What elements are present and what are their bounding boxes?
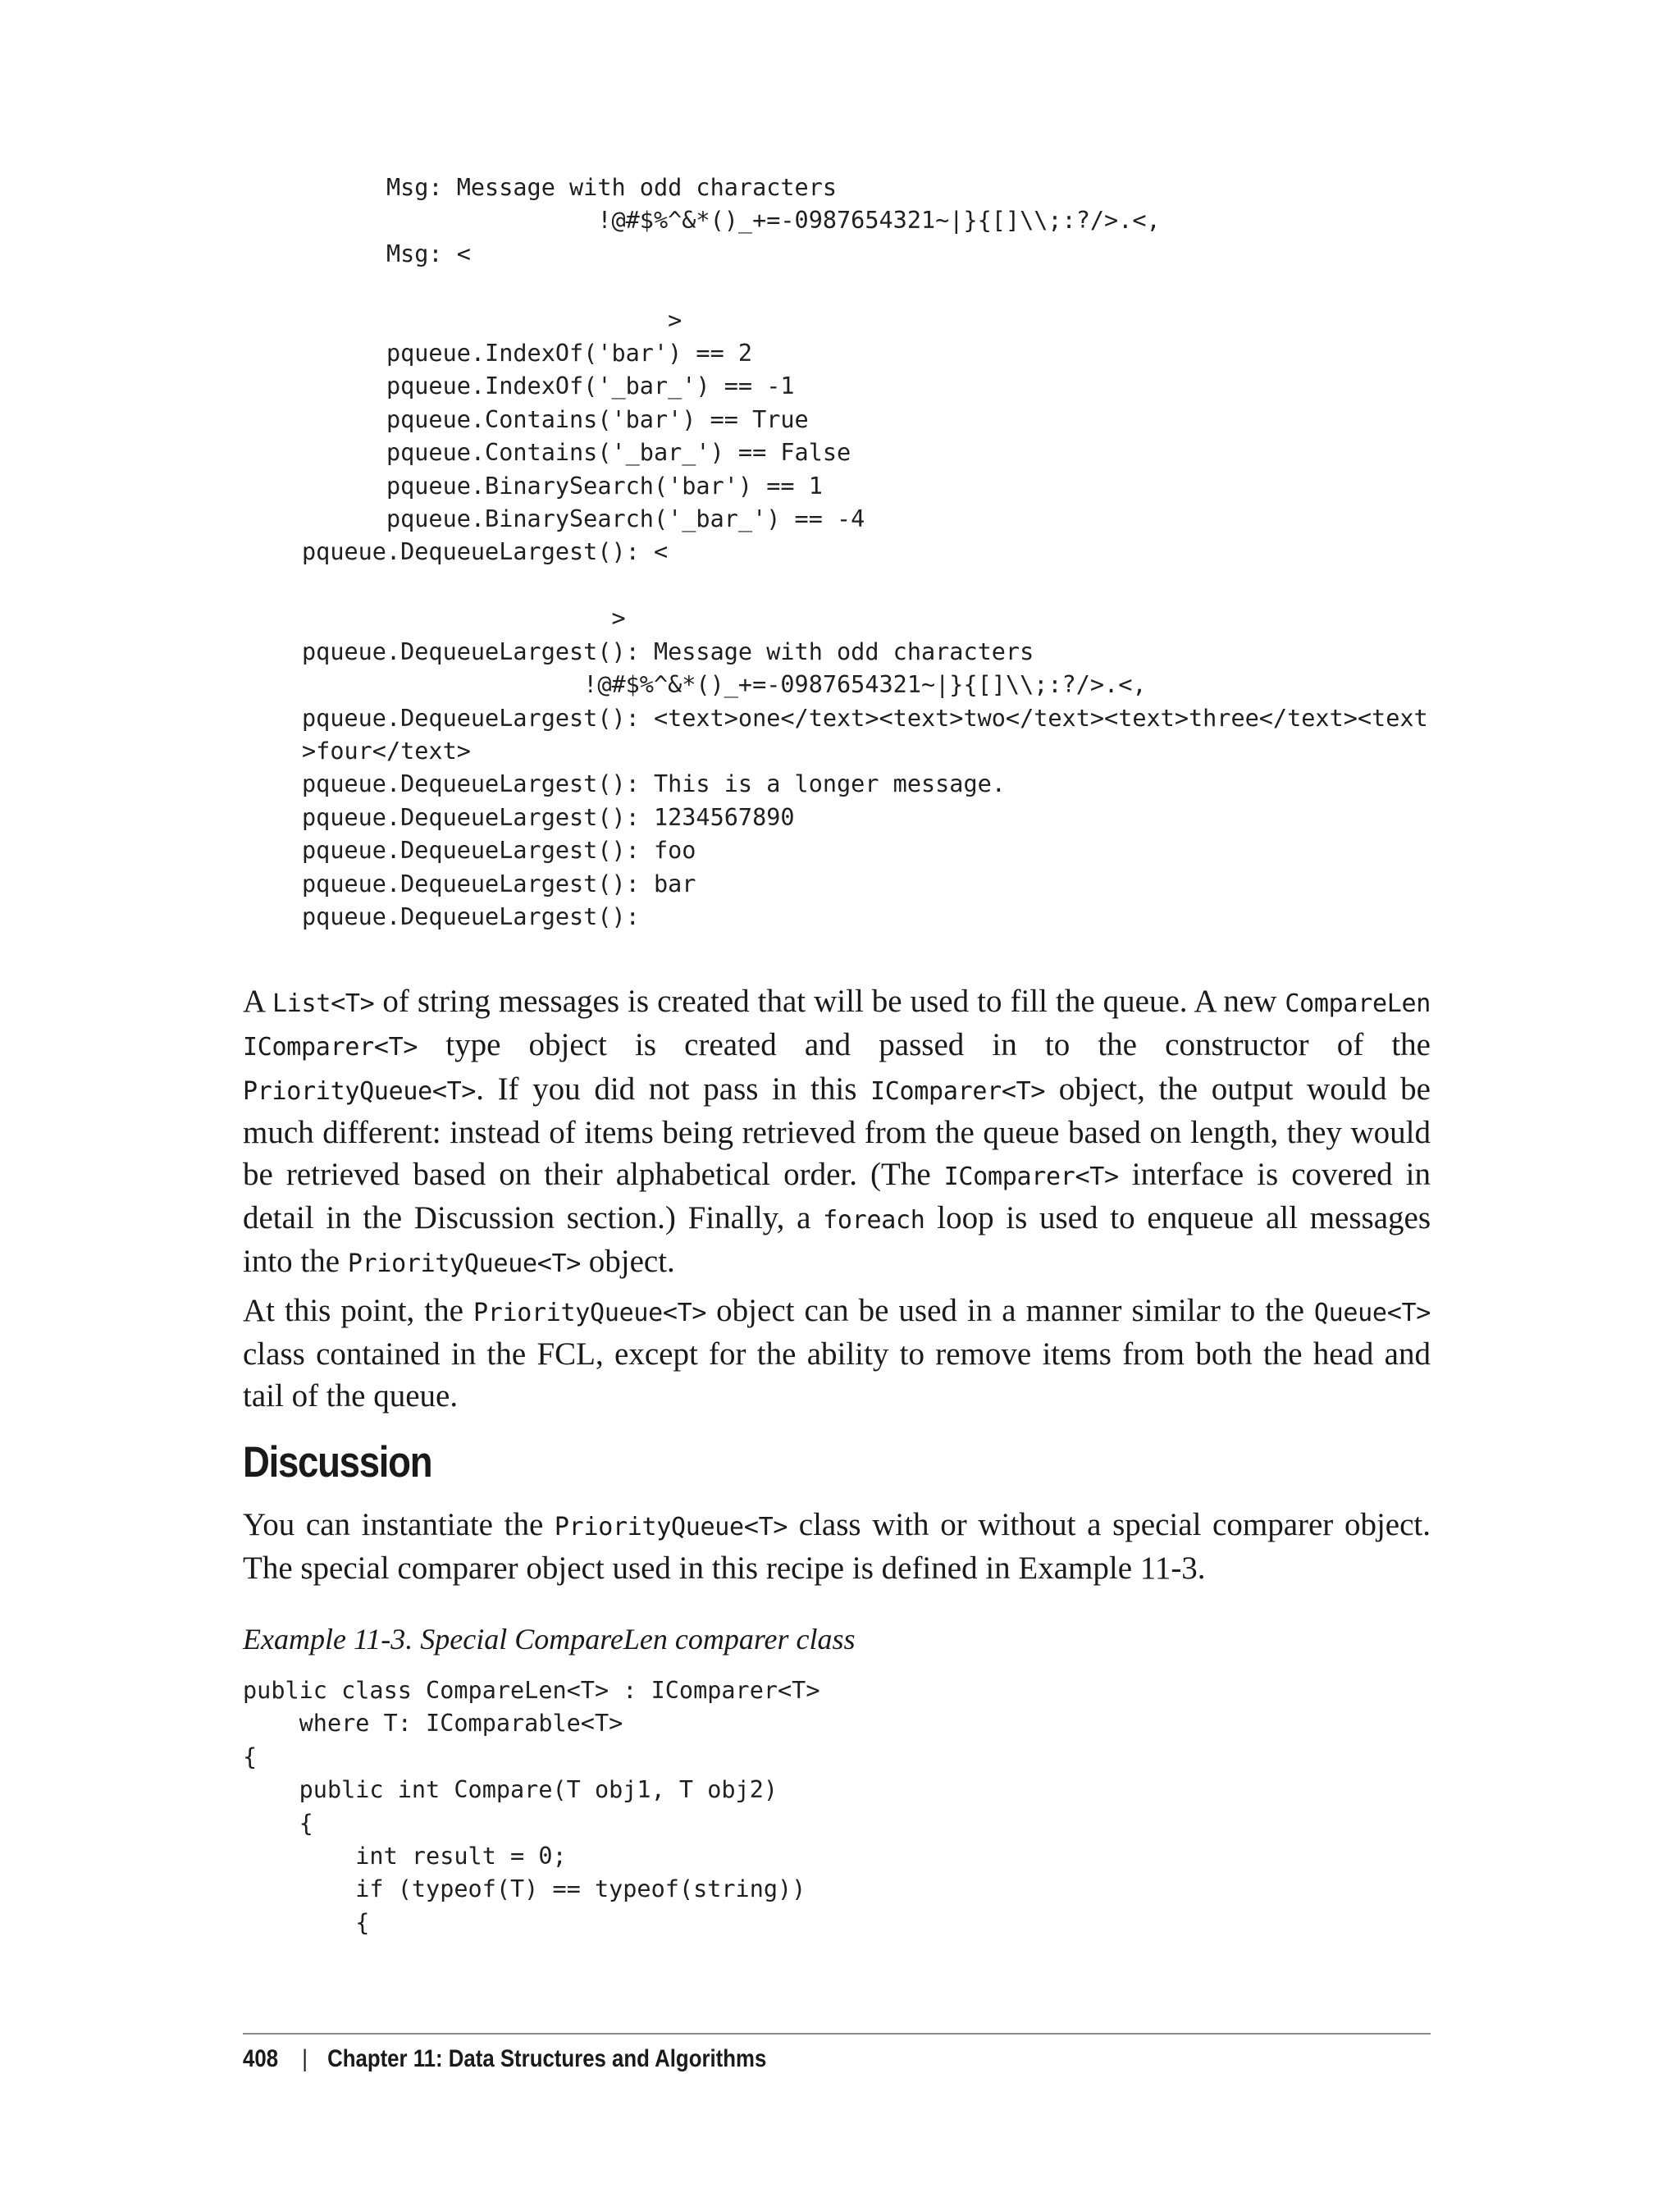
inline-code: IComparer<T> xyxy=(943,1162,1119,1191)
program-output-listing: Msg: Message with odd characters !@#$%^&*()_+=-0987654321~|}{[]\\;:?/>.<, Msg: < > pqueue.IndexOf('bar') == 2 pqueue.IndexOf('_bar_') == -1 pqueue.Contains('bar') == True pqueue.Contains('_bar_') == False pqueue.BinarySearch('bar') == 1 pqueue.BinarySearch('_bar_') == -4 pqueue.DequeueLargest(): < > pqueue.DequeueLargest(): Message with odd characters !@#$%^&*()_+=-0987654321~|}{[]\\;:?/>.<, pqueue.DequeueLargest(): <text>one</text><text>two</text><text>three</text><text >four</text> pqueue.DequeueLargest(): This is a longer message. pqueue.DequeueLargest(): 1234567890 pqueue.DequeueLargest(): foo pqueue.DequeueLargest(): bar pqueue.DequeueLargest(): xyxy=(302,174,1428,930)
page-number: 408 xyxy=(243,2045,279,2072)
inline-code: PriorityQueue<T> xyxy=(554,1513,788,1541)
inline-code: foreach xyxy=(823,1206,925,1235)
inline-code: CompareLen IComparer<T> xyxy=(243,989,1431,1062)
inline-code: PriorityQueue<T> xyxy=(472,1299,707,1327)
inline-code: PriorityQueue<T> xyxy=(243,1076,477,1106)
chapter-title: Chapter 11: Data Structures and Algorithms xyxy=(327,2045,767,2072)
paragraph-discussion: You can instantiate the PriorityQueue<T> class with or without a special comparer object. The special comparer object used in this recipe is defined in Example 11-3. xyxy=(243,1507,1431,1587)
footer-separator: | xyxy=(302,2045,308,2072)
example-code-listing: public class CompareLen<T> : IComparer<T> where T: IComparable<T> { public int Compare(T obj1, T obj2) { int result = 0; if (typeof(T) == typeof(string)) { xyxy=(243,1677,820,1936)
inline-code: PriorityQueue<T> xyxy=(347,1249,582,1279)
example-caption: Example 11-3. Special CompareLen comparer class xyxy=(243,1623,856,1656)
paragraph-list-explanation: A List<T> of string messages is created that will be used to fill the queue. A new CompareLen IComparer<T> type object is created and passed in to the constructor of the PriorityQueue<T>. If you did not pass in this IComparer<T> object, the output would be much different: instead of items being retrieved from the queue based on length, they would be retrieved based on their alphabetical order. (The IComparer<T> interface is covered in detail in the Discussion section.) Finally, a foreach loop is used to enqueue all messages into the PriorityQueue<T> object. xyxy=(243,984,1431,1280)
inline-code: IComparer<T> xyxy=(870,1076,1046,1106)
paragraph-queue-usage: At this point, the PriorityQueue<T> object can be used in a manner similar to the Queue<T> class contained in the FCL, except for the ability to remove items from both the head and tail of the queue. xyxy=(243,1293,1431,1414)
page-footer xyxy=(243,2043,766,2076)
inline-code: Queue<T> xyxy=(1313,1299,1431,1327)
section-heading-discussion: Discussion xyxy=(243,1438,432,1487)
inline-code: List<T> xyxy=(272,989,375,1018)
footer-rule xyxy=(243,2033,1431,2035)
